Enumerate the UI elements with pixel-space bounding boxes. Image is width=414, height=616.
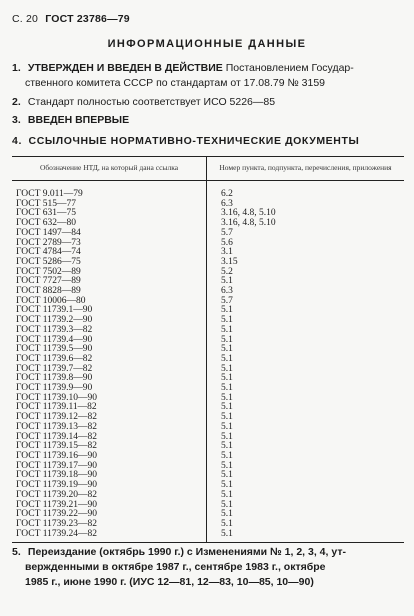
clause-number-cell: 5.1 [221, 315, 233, 326]
page-title: ИНФОРМАЦИОННЫЕ ДАННЫЕ [107, 38, 307, 50]
clause-number-cell: 3.15 [221, 256, 238, 267]
item-number: 2. [12, 96, 21, 108]
clause-number-cell: 5.1 [221, 402, 233, 413]
info-item-4 [12, 134, 404, 149]
document-designation-cell: ГОСТ 4784—74 [12, 248, 207, 258]
document-designation-cell: ГОСТ 11739.15—82 [12, 442, 207, 452]
document-designation-cell: ГОСТ 7727—89 [12, 277, 207, 287]
clause-number-cell: 3.16, 4.8, 5.10 [221, 218, 276, 229]
clause-number-cell: 5.1 [221, 499, 233, 510]
clause-number-cell: 5.1 [221, 518, 233, 529]
clause-number-cell: 5.1 [221, 460, 233, 471]
item-heading: УТВЕРЖДЕН И ВВЕДЕН В ДЕЙСТВИЕ [27, 62, 223, 74]
document-designation-cell: ГОСТ 10006—80 [12, 297, 207, 307]
item-text-continued: 1985 г., июне 1990 г. (ИУС 12—81, 12—83, 10—85, 10—90) [25, 576, 314, 588]
document-designation-cell: ГОСТ 11739.20—82 [12, 491, 207, 501]
document-designation-cell: ГОСТ 11739.10—90 [12, 394, 207, 404]
document-designation-cell: ГОСТ 11739.19—90 [12, 481, 207, 491]
document-designation-cell: ГОСТ 11739.3—82 [12, 326, 207, 336]
document-designation-cell: ГОСТ 11739.13—82 [12, 423, 207, 433]
document-designation-cell: ГОСТ 1497—84 [12, 229, 207, 239]
document-designation-cell: ГОСТ 11739.6—82 [12, 355, 207, 365]
clause-number-cell: 5.1 [221, 324, 233, 335]
clause-number-cell: 5.7 [221, 227, 233, 238]
clause-number-cell: 5.1 [221, 334, 233, 345]
info-item-3 [12, 113, 404, 128]
document-designation-cell: ГОСТ 515—77 [12, 200, 207, 210]
document-designation-cell: ГОСТ 631—75 [12, 209, 207, 219]
clause-number-cell: 5.1 [221, 528, 233, 539]
clause-number-cell: 5.1 [221, 383, 233, 394]
document-designation-cell: ГОСТ 11739.8—90 [12, 374, 207, 384]
clause-number-cell: 5.6 [221, 237, 233, 248]
clause-number-cell: 5.1 [221, 450, 233, 461]
document-designation-cell: ГОСТ 11739.12—82 [12, 413, 207, 423]
item-text: ВВЕДЕН ВПЕРВЫЕ [27, 114, 130, 126]
document-designation-cell: ГОСТ 632—80 [12, 219, 207, 229]
clause-number-cell: 5.1 [221, 480, 233, 491]
document-designation-cell: ГОСТ 11739.7—82 [12, 365, 207, 375]
clause-number-cell: 5.1 [221, 431, 233, 442]
document-designation-cell: ГОСТ 11739.22—90 [12, 510, 207, 520]
clause-number-cell: 5.1 [221, 470, 233, 481]
clause-number-cell: 5.1 [221, 509, 233, 520]
item-text: ССЫЛОЧНЫЕ НОРМАТИВНО-ТЕХНИЧЕСКИЕ ДОКУМЕНТЫ [28, 135, 360, 147]
document-designation-cell: ГОСТ 11739.9—90 [12, 384, 207, 394]
document-designation-cell: ГОСТ 7502—89 [12, 268, 207, 278]
document-designation-cell: ГОСТ 11739.18—90 [12, 471, 207, 481]
clause-number-cell: 5.1 [221, 363, 233, 374]
clause-number-cell: 6.3 [221, 286, 233, 297]
clause-number-cell: 5.1 [221, 412, 233, 423]
clause-number-cell: 5.1 [221, 353, 233, 364]
item-text: Переиздание (октябрь 1990 г.) с Изменениями № 1, 2, 3, 4, ут- [27, 546, 346, 558]
document-designation-cell: ГОСТ 11739.2—90 [12, 316, 207, 326]
table-header-row [12, 157, 404, 181]
document-designation-cell: ГОСТ 11739.1—90 [12, 306, 207, 316]
document-designation-cell: ГОСТ 11739.16—90 [12, 452, 207, 462]
clause-number-cell: 6.2 [221, 189, 233, 199]
item-text-continued: ственного комитета СССР по стандартам от 17.08.79 № 3159 [25, 77, 326, 89]
document-designation-cell: ГОСТ 11739.24—82 [12, 530, 207, 543]
clause-number-cell: 5.1 [221, 441, 233, 452]
document-designation-cell: ГОСТ 11739.5—90 [12, 345, 207, 355]
item-number: 5. [12, 546, 21, 558]
document-designation-cell: ГОСТ 11739.14—82 [12, 433, 207, 443]
table-body [12, 181, 404, 543]
table-row [12, 181, 404, 200]
clause-number-cell: 5.1 [221, 421, 233, 432]
clause-number-cell: 5.1 [221, 373, 233, 384]
info-item-2 [12, 95, 404, 110]
clause-number-cell: 3.1 [221, 247, 233, 258]
item-text: Постановлением Государ- [225, 62, 354, 74]
column-header-clause: Номер пункта, подпункта, перечисления, приложения [207, 157, 405, 181]
clause-number-cell: 5.1 [221, 489, 233, 500]
column-header-document: Обозначение НТД, на который дана ссылка [12, 157, 207, 181]
clause-number-cell: 5.1 [221, 276, 233, 287]
document-designation-cell: ГОСТ 2789—73 [12, 239, 207, 249]
clause-number-cell: 5.1 [221, 344, 233, 355]
page-header [12, 13, 130, 25]
item-number: 4. [12, 135, 22, 147]
document-designation-cell: ГОСТ 11739.11—82 [12, 403, 207, 413]
clause-number-cell: 5.7 [221, 295, 233, 306]
standard-designation: ГОСТ 23786—79 [45, 13, 130, 25]
clause-number-cell: 6.3 [221, 198, 233, 209]
info-item-5 [12, 545, 404, 590]
item-number: 3. [12, 114, 21, 126]
document-designation-cell: ГОСТ 5286—75 [12, 258, 207, 268]
table-row [12, 530, 404, 543]
document-designation-cell: ГОСТ 11739.17—90 [12, 462, 207, 472]
clause-number-cell: 5.1 [221, 392, 233, 403]
item-text-continued: вержденными в октябре 1987 г., сентябре 1983 г., октябре [25, 561, 326, 573]
document-designation-cell: ГОСТ 11739.4—90 [12, 336, 207, 346]
clause-number-cell: 5.1 [221, 305, 233, 316]
document-designation-cell: ГОСТ 11739.23—82 [12, 520, 207, 530]
document-designation-cell: ГОСТ 11739.21—90 [12, 501, 207, 511]
item-number: 1. [12, 62, 21, 74]
info-item-1 [12, 61, 404, 91]
document-designation-cell: ГОСТ 9.011—79 [12, 181, 207, 200]
clause-number-cell: 5.2 [221, 266, 233, 277]
clause-number-cell: 3.16, 4.8, 5.10 [221, 208, 276, 219]
document-designation-cell: ГОСТ 8828—89 [12, 287, 207, 297]
page-number: С. 20 [12, 13, 39, 25]
references-table [12, 156, 404, 543]
item-text: Стандарт полностью соответствует ИСО 5226—85 [27, 96, 276, 108]
